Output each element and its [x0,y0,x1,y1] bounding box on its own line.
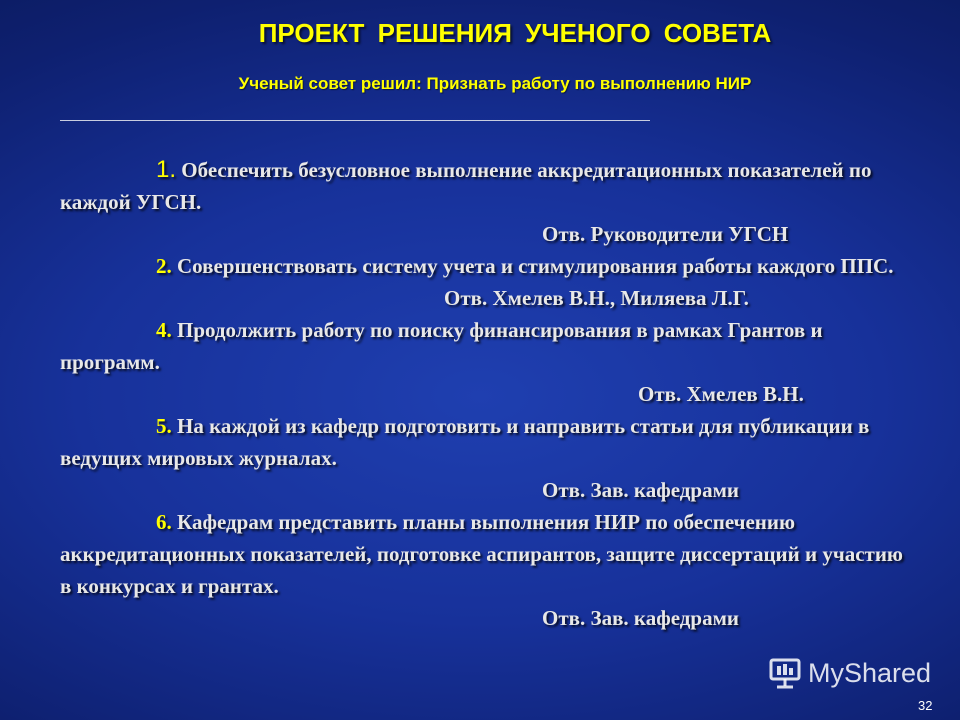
slide-title: ПРОЕКТ РЕШЕНИЯ УЧЕНОГО СОВЕТА [258,18,772,48]
presentation-board-icon [768,656,802,690]
decision-list [60,154,910,634]
watermark [768,656,931,690]
decision-item-2 [60,250,910,314]
item-number: 4. [156,318,172,342]
item-text: Обеспечить безусловное выполнение аккредитационных показателей по каждой УГСН. [60,158,872,214]
decision-item-5 [60,410,910,506]
decision-item-6 [60,506,910,634]
divider-line [60,120,650,121]
item-responsible: Отв. Зав. кафедрами [542,606,739,630]
item-responsible: Отв. Хмелев В.Н., Миляева Л.Г. [444,286,749,310]
item-number: 1. [156,156,177,183]
item-responsible: Отв. Хмелев В.Н. [638,382,804,406]
page-number: 32 [918,698,933,713]
item-responsible: Отв. Руководители УГСН [542,222,789,246]
decision-item-4 [60,314,910,410]
item-text: На каждой из кафедр подготовить и направить статьи для публикации в ведущих мировых журналах. [60,414,870,470]
item-responsible: Отв. Зав. кафедрами [542,478,739,502]
item-text: Продолжить работу по поиску финансирования в рамках Грантов и программ. [60,318,823,374]
decision-item-1 [60,154,910,250]
slide-subtitle: Ученый совет решил: Признать работу по выполнению НИР [238,74,752,93]
item-number: 6. [156,510,172,534]
item-text: Совершенствовать систему учета и стимулирования работы каждого ППС. [171,254,894,278]
item-number: 2. [156,254,172,278]
item-number: 5. [156,414,172,438]
watermark-text: MyShared [808,657,932,688]
item-text: Кафедрам представить планы выполнения НИР по обеспечению аккредитационных показателей, подготовке аспирантов, защите диссертаций и участию в конкурсах и грантах. [60,510,903,598]
